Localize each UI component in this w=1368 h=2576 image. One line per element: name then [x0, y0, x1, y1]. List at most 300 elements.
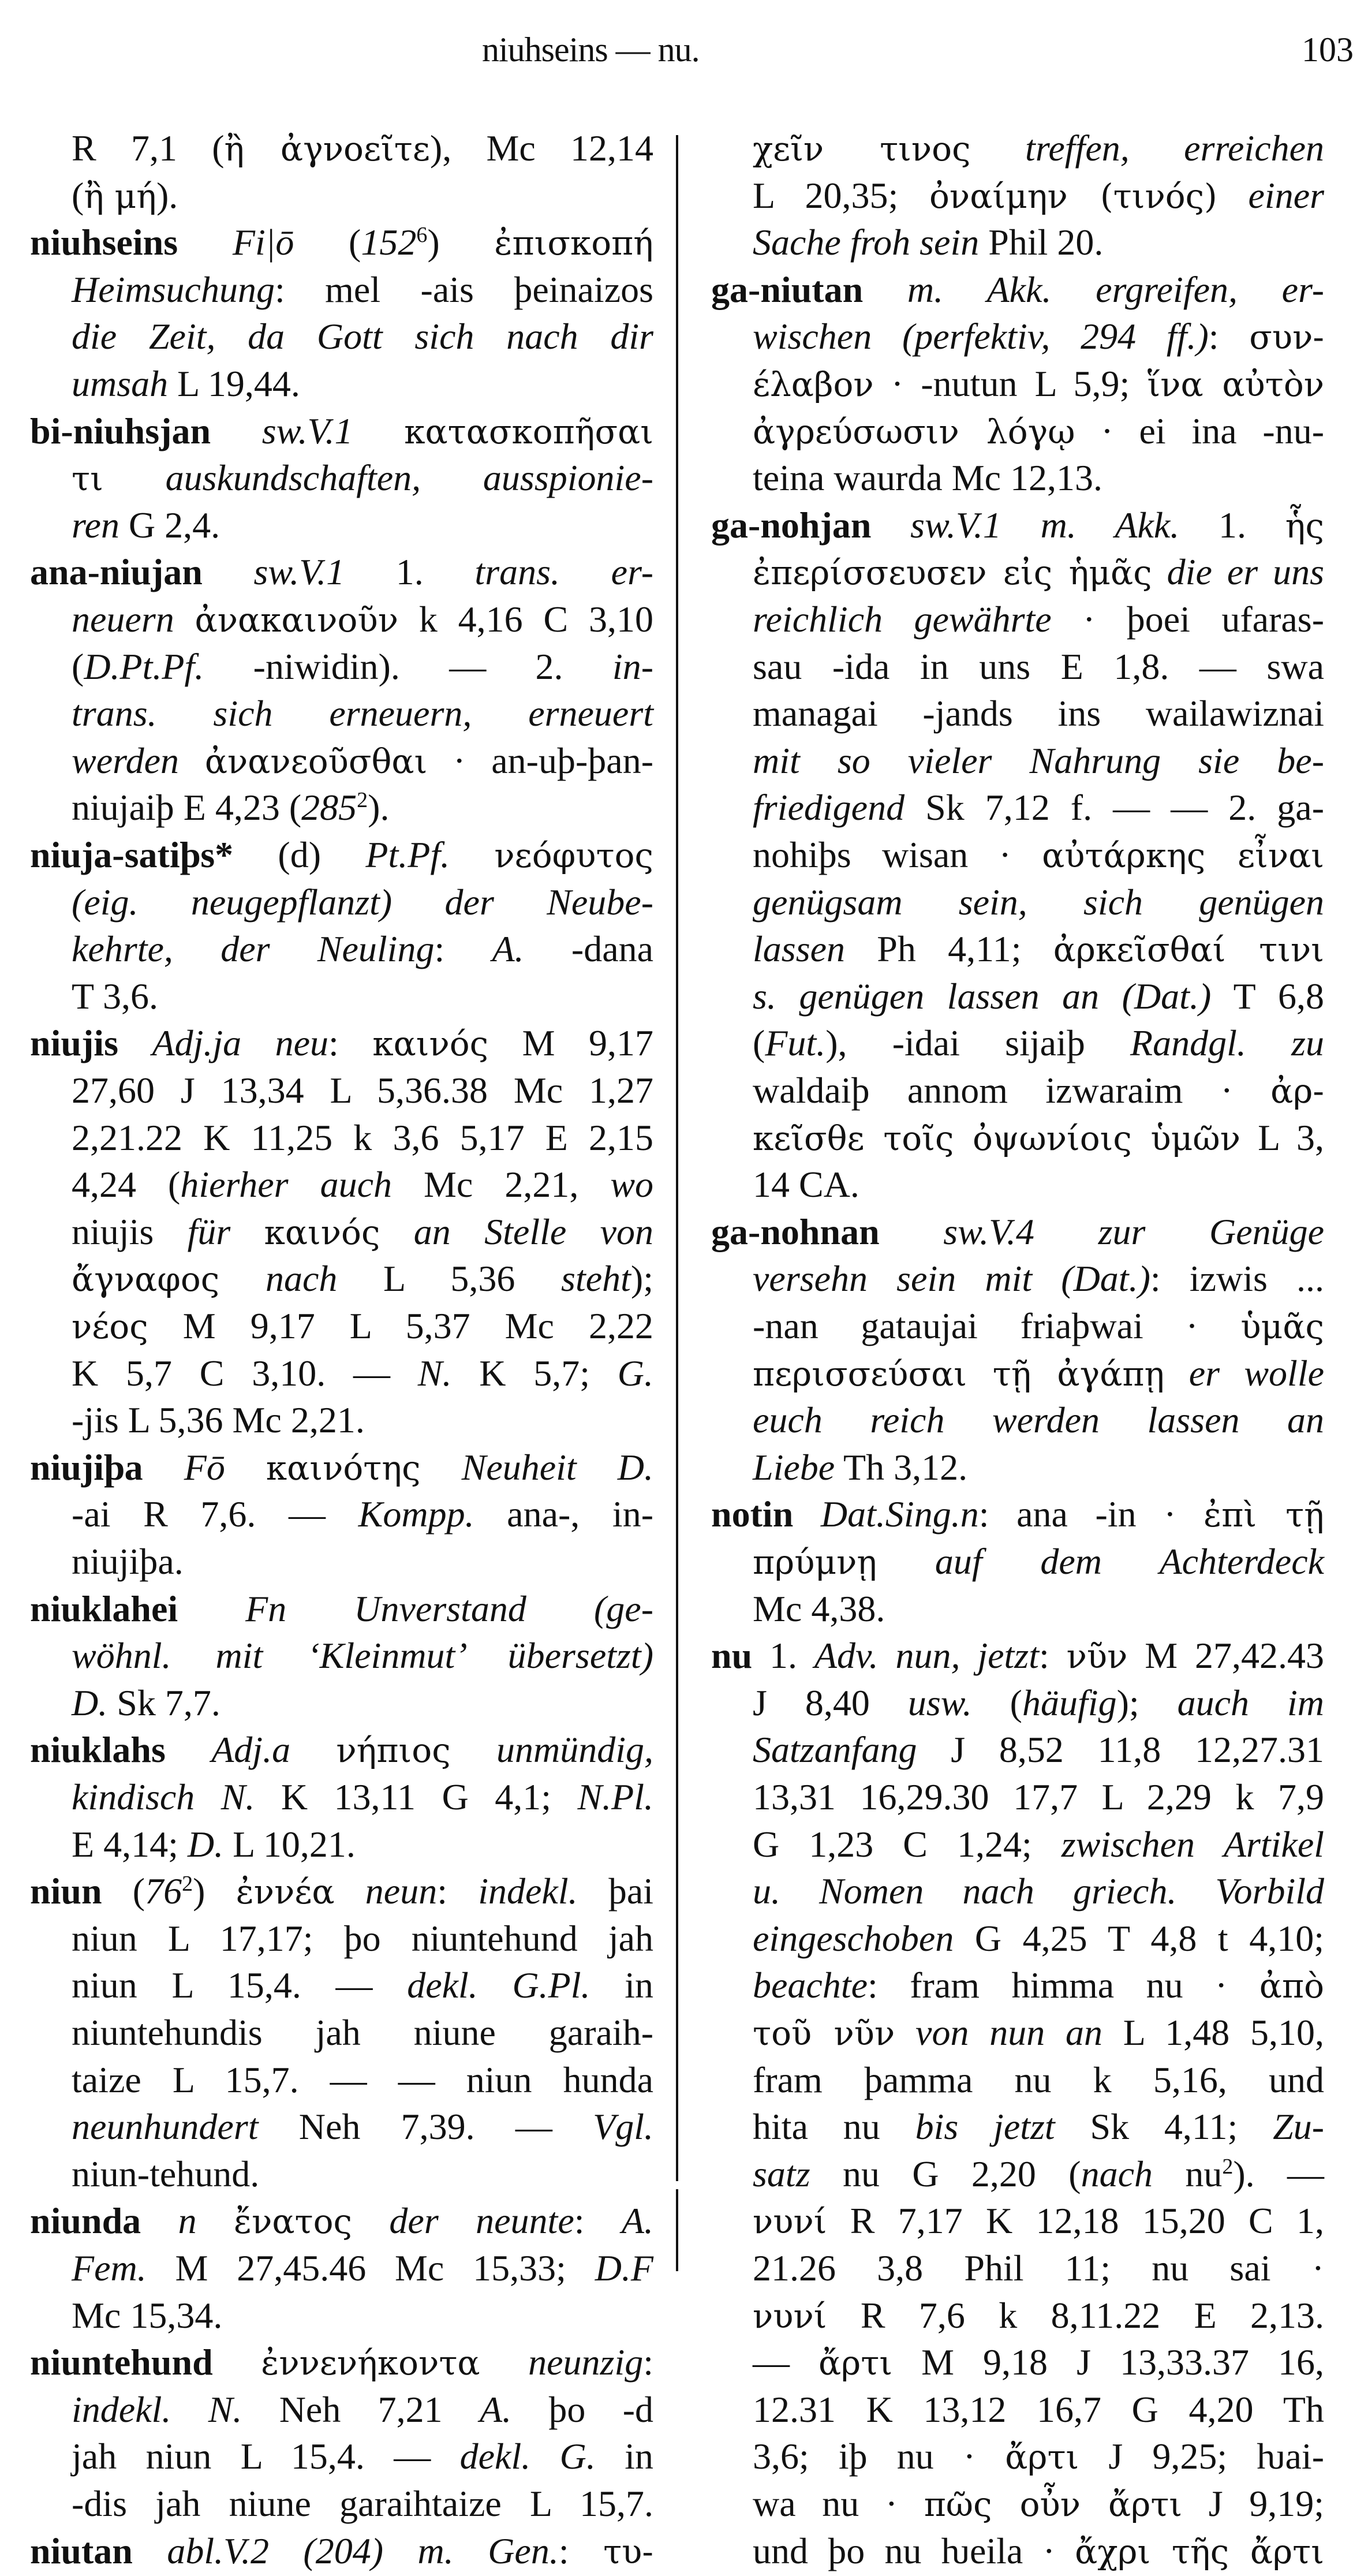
headword: niuhseins	[30, 222, 178, 263]
text-run: ). —	[1233, 2153, 1324, 2194]
entry-line	[72, 1914, 653, 1962]
entry-line	[753, 1537, 1324, 1585]
entry-line	[753, 1114, 1324, 1162]
entry-line	[753, 1867, 1324, 1915]
italic-gloss: trans. er-	[474, 551, 654, 593]
entry-line	[753, 2338, 1324, 2386]
greek-text: καινότης	[266, 1448, 421, 1488]
text-run: :	[574, 2200, 622, 2242]
italic-gloss: m. Akk. ergreifen, er-	[907, 268, 1325, 310]
italic-gloss: A.	[621, 2200, 654, 2242]
text-run: niujiþa.	[72, 1541, 184, 1582]
text-run: M 9,17 L 5,37 Mc 2,22	[148, 1305, 653, 1346]
entry-line	[72, 2291, 653, 2339]
entry-line	[72, 643, 653, 690]
text-run	[290, 1729, 336, 1770]
italic-gloss: neunzig	[528, 2342, 644, 2383]
text-run: T 3,6.	[72, 975, 158, 1017]
italic-gloss: neuern	[72, 599, 174, 640]
greek-text: πρύμνῃ	[753, 1543, 877, 1582]
text-run: (	[294, 222, 361, 263]
text-run	[353, 410, 404, 451]
italic-gloss: sw.V.1	[253, 551, 345, 593]
entry-line	[72, 737, 653, 785]
entry-line	[753, 831, 1324, 879]
entry-line	[72, 925, 653, 973]
italic-gloss: er wolle	[1188, 1352, 1325, 1394]
text-run	[451, 1729, 496, 1770]
text-run	[143, 1447, 184, 1488]
text-run	[118, 1022, 152, 1063]
text-run	[166, 1729, 211, 1770]
italic-gloss: Fō	[184, 1446, 225, 1488]
text-run: L 1,48 5,10,	[1102, 2012, 1325, 2053]
italic-gloss: s. genügen lassen an (Dat.)	[753, 975, 1212, 1017]
entry-line	[753, 1396, 1324, 1444]
text-run: (	[102, 1871, 145, 1912]
entry-headline	[711, 1632, 1324, 1679]
text-run	[450, 834, 494, 875]
entry-line	[753, 925, 1324, 973]
italic-gloss: genügsam sein, sich genügen	[753, 881, 1324, 923]
text-run: 21.26 3,8 Phil 11; nu sai ·	[753, 2248, 1324, 2288]
text-run: niun L 15,4. —	[72, 1965, 408, 2006]
entry-line	[753, 1019, 1324, 1067]
text-run	[174, 599, 195, 640]
text-run	[352, 2200, 389, 2241]
text-run: Ph 4,11;	[845, 928, 1053, 970]
entry-headline	[30, 1019, 653, 1067]
entry-line	[753, 2008, 1324, 2056]
headword: ga-nohjan	[711, 504, 872, 546]
text-run: 13,31 16,29.30 17,7 L 2,29 k 7,9	[753, 1776, 1324, 1817]
entry-line	[72, 1773, 653, 1821]
text-run	[178, 222, 233, 263]
text-run: managai -jands ins wailawiznai	[753, 693, 1324, 734]
text-run: R 7,17 K 12,18 15,20 C 1,	[827, 2200, 1324, 2242]
text-run: Mc 15,34.	[72, 2294, 223, 2336]
greek-text: νυνί	[753, 2296, 827, 2336]
text-run: E 4,14;	[72, 1823, 188, 1865]
italic-gloss: N.Pl.	[577, 1776, 653, 1817]
italic-gloss: sw.V.4 zur Genüge	[943, 1211, 1324, 1252]
entry-line	[753, 2103, 1324, 2151]
entry-headline	[30, 1585, 653, 1633]
text-run: niun L 17,17; þo niuntehund jah	[72, 1917, 653, 1959]
entry-line	[753, 1255, 1324, 1302]
greek-text: ἢ ἀγνοεῖτε	[224, 129, 430, 169]
text-run: K 5,7 C 3,10. —	[72, 1352, 418, 1394]
entry-line	[72, 2432, 653, 2480]
greek-text: ἄρτι	[818, 2343, 893, 2383]
text-run	[178, 1588, 245, 1629]
entry-line	[753, 737, 1324, 785]
italic-gloss: satz	[753, 2153, 810, 2194]
italic-gloss: Randgl. zu	[1130, 1022, 1325, 1064]
italic-gloss: dekl. G.Pl.	[407, 1965, 590, 2006]
entry-line	[753, 1914, 1324, 1962]
entry-line	[72, 312, 653, 360]
column-divider-gap	[674, 2181, 680, 2189]
italic-gloss: umsah	[72, 363, 169, 404]
entry-headline	[30, 1867, 653, 1915]
entry-line	[72, 1820, 653, 1868]
italic-gloss: Pt.Pf.	[365, 834, 450, 875]
text-run	[133, 2530, 167, 2571]
text-run: )	[193, 1871, 236, 1912]
entry-line	[72, 2244, 653, 2292]
entry-line	[72, 1632, 653, 1679]
text-run: in	[590, 1965, 653, 2006]
entry-line	[72, 689, 653, 737]
greek-text: κατασκοπῆσαι	[404, 412, 653, 451]
headword: niuklahs	[30, 1729, 166, 1771]
entry-line	[72, 2103, 653, 2151]
text-run: );	[630, 1258, 653, 1300]
text-run: fram þamma nu k 5,16, und	[753, 2059, 1324, 2100]
entry-line	[72, 360, 653, 408]
italic-gloss: 76	[145, 1871, 182, 1912]
text-run: G 2,4.	[119, 504, 220, 546]
greek-text: τι	[72, 459, 103, 499]
entry-headline	[711, 1208, 1324, 1256]
greek-text: ἀγρεύσωσιν λόγῳ	[753, 412, 1075, 451]
italic-gloss: bis jetzt	[915, 2106, 1055, 2148]
text-run: ana-, in-	[474, 1494, 654, 1535]
entry-line	[753, 2150, 1324, 2198]
text-run: in	[595, 2436, 654, 2477]
italic-gloss: sw.V.1 m. Akk.	[910, 504, 1180, 546]
italic-gloss: auskundschaften, ausspionie-	[165, 457, 654, 499]
text-run: niujaiþ E 4,23 (	[72, 787, 302, 828]
greek-text: νυνί	[753, 2202, 827, 2242]
entry-line	[753, 1443, 1324, 1491]
entry-line	[753, 171, 1324, 219]
italic-gloss: sw.V.1	[261, 410, 353, 451]
entry-headline	[30, 831, 653, 879]
greek-text: νήπιος	[336, 1731, 451, 1771]
italic-gloss: Zu-	[1273, 2106, 1324, 2148]
italic-gloss: einer	[1248, 174, 1325, 216]
greek-text: νεόφυτος	[494, 836, 653, 875]
entry-line	[753, 1160, 1324, 1208]
entry-line	[72, 1066, 653, 1114]
text-run: M 27,42.43	[1127, 1635, 1325, 1677]
entry-line	[753, 407, 1324, 455]
text-run: -dana	[524, 928, 653, 970]
text-run: : mel -ais þeinaizos	[274, 268, 653, 310]
italic-gloss: Liebe	[753, 1446, 835, 1488]
text-run: G 4,25 T 4,8 t 4,10;	[954, 1917, 1324, 1959]
entry-line	[72, 124, 653, 172]
text-run: -ai R 7,6. —	[72, 1494, 358, 1535]
italic-gloss: wo	[610, 1164, 654, 1205]
greek-text: αὐτάρκης εἶναι	[1042, 836, 1325, 875]
text-run: niuntehundis jah niune garaih-	[72, 2012, 653, 2053]
entry-line	[72, 1208, 653, 1256]
text-run: nohiþs wisan ·	[753, 834, 1042, 875]
entry-line	[72, 783, 653, 831]
italic-gloss: euch reich werden lassen an	[753, 1399, 1324, 1441]
entry-line	[753, 1679, 1324, 1727]
text-run: R 7,6 k 8,11.22 E 2,13.	[827, 2294, 1324, 2336]
entry-line	[72, 595, 653, 643]
superscript: 2	[357, 788, 368, 813]
italic-gloss: steht	[561, 1258, 631, 1300]
text-run	[877, 1541, 935, 1582]
headword: niujiþa	[30, 1446, 143, 1488]
italic-gloss: D.	[72, 1682, 108, 1723]
italic-gloss: wöhnl. mit ‘Kleinmut’ übersetzt)	[72, 1635, 653, 1677]
entry-line	[753, 1820, 1324, 1868]
greek-text: έλαβον	[753, 365, 874, 404]
text-run: 1.	[752, 1635, 814, 1677]
greek-text: ἔνατος	[233, 2202, 353, 2242]
text-run: 4,24 (	[72, 1164, 181, 1205]
text-run: L 19,44.	[168, 363, 300, 404]
headword: ana-niujan	[30, 551, 203, 593]
entry-line	[753, 2291, 1324, 2339]
italic-gloss: Fi|ō	[232, 222, 294, 263]
entry-line	[72, 1160, 653, 1208]
text-run: : izwis ...	[1150, 1258, 1325, 1300]
italic-gloss: zwischen Artikel	[1061, 1823, 1325, 1865]
running-head-title: niuhseins — nu.	[482, 31, 700, 69]
headword: notin	[711, 1494, 794, 1535]
greek-text: ἀνανεοῦσθαι	[204, 741, 428, 781]
text-run: 2,21.22 K 11,25 k 3,6 5,17 E 2,15	[72, 1117, 653, 1158]
text-run: -nan gataujai friaþwai ·	[753, 1305, 1241, 1346]
text-run: Mc 2,21,	[392, 1164, 611, 1205]
text-run: : ana -in ·	[978, 1494, 1204, 1535]
headword: niuntehund	[30, 2342, 213, 2383]
greek-text: τοῦ νῦν	[753, 2014, 895, 2053]
running-head	[0, 30, 1368, 76]
italic-gloss: abl.V.2 (204) m. Gen.	[167, 2530, 559, 2571]
text-run: J 9,25; ƕai-	[1079, 2436, 1325, 2477]
text-run: þai	[577, 1871, 654, 1912]
text-run	[103, 457, 166, 498]
entry-line	[753, 1585, 1324, 1633]
text-run: Phil 20.	[979, 222, 1104, 263]
text-run: :	[328, 1022, 373, 1064]
entry-line	[753, 124, 1324, 172]
superscript: 2	[182, 1872, 193, 1896]
text-run	[880, 1211, 944, 1252]
text-run: Neh 7,21	[242, 2388, 480, 2430]
greek-text: ἄρτι	[1005, 2437, 1079, 2477]
entry-line	[72, 1537, 653, 1585]
text-run: ), -idai sijaiþ	[825, 1022, 1131, 1064]
italic-gloss: trans. sich erneuern, erneuert	[72, 693, 653, 734]
greek-text: ἵνα αὐτὸν	[1147, 365, 1325, 404]
greek-text: τυ-	[603, 2532, 654, 2571]
text-run: K 13,11 G 4,1;	[255, 1776, 578, 1817]
entry-line	[753, 689, 1324, 737]
italic-gloss: 152	[361, 222, 417, 263]
headword: ga-nohnan	[711, 1211, 880, 1252]
text-run: :	[434, 928, 492, 970]
entry-headline	[30, 548, 653, 596]
entry-line	[72, 266, 653, 313]
text-run	[203, 551, 254, 592]
text-run: jah niun L 15,4. —	[72, 2436, 460, 2477]
entry-line	[753, 454, 1324, 502]
italic-gloss: A.	[492, 928, 524, 970]
text-run	[863, 269, 907, 310]
text-run	[213, 2342, 261, 2383]
text-run: niujis	[72, 1211, 188, 1252]
entry-line	[72, 1679, 653, 1727]
entry-line	[72, 2056, 653, 2104]
entry-line	[753, 2385, 1324, 2433]
entry-line	[72, 1490, 653, 1538]
text-run: nu G 2,20 (	[810, 2153, 1081, 2194]
greek-text: ἐννέα	[236, 1872, 335, 1912]
italic-gloss: G.	[617, 1352, 654, 1394]
italic-gloss: n	[178, 2200, 197, 2242]
text-run	[971, 128, 1025, 169]
text-run: -jis L 5,36 Mc 2,21.	[72, 1399, 365, 1441]
italic-gloss: neunhundert	[72, 2106, 259, 2148]
greek-text: ἧς	[1285, 506, 1325, 546]
headword: niutan	[30, 2530, 133, 2571]
italic-gloss: auch im	[1177, 1682, 1325, 1723]
headword: niunda	[30, 2200, 141, 2242]
italic-gloss: treffen, erreichen	[1025, 128, 1325, 169]
column-divider	[676, 135, 678, 2271]
text-run: · þoei ufaras-	[1051, 599, 1324, 640]
italic-gloss: beachte	[753, 1965, 868, 2006]
greek-text: κεῖσθε τοῖς ὀψωνίοις ὑμῶν	[753, 1118, 1240, 1158]
text-run: Sk 7,7.	[107, 1682, 220, 1723]
italic-gloss: 285	[301, 787, 357, 828]
greek-text: πῶς οὖν ἄρτι	[924, 2485, 1183, 2524]
text-run	[225, 1447, 266, 1488]
entry-line	[753, 1349, 1324, 1397]
text-run	[335, 1871, 365, 1912]
italic-gloss: Neuheit D.	[461, 1446, 653, 1488]
italic-gloss: mit so vieler Nahrung sie be-	[753, 740, 1324, 781]
entry-headline	[30, 2197, 653, 2245]
text-run: );	[1116, 1682, 1178, 1723]
text-run: Mc 4,38.	[753, 1588, 885, 1629]
text-run: :	[643, 2342, 654, 2383]
text-run: T 6,8	[1211, 975, 1325, 1017]
text-run: ).	[368, 787, 390, 828]
italic-gloss: eingeschoben	[753, 1917, 954, 1959]
text-run: 27,60 J 13,34 L 5,36.38 Mc 1,27	[72, 1070, 653, 1111]
italic-gloss: Vgl.	[593, 2106, 653, 2148]
text-run: J 9,19;	[1182, 2483, 1325, 2524]
text-run: :	[1208, 316, 1250, 357]
greek-text: ἀνακαινοῦν	[195, 600, 398, 640]
greek-text: ἐπερίσσευσεν εἰς ἡμᾶς	[753, 553, 1152, 593]
italic-gloss: Kompp.	[358, 1494, 474, 1535]
text-run: (	[72, 174, 84, 216]
text-run: taize L 15,7. — — niun hunda	[72, 2059, 653, 2100]
entry-line	[753, 878, 1324, 926]
text-run: 3,6; iþ nu ·	[753, 2436, 1006, 2477]
text-run: nu	[1152, 2153, 1223, 2194]
text-run: :	[558, 2530, 604, 2571]
text-run: k 4,16 C 3,10	[398, 599, 653, 640]
text-run: · -nutun L 5,9;	[873, 363, 1148, 404]
entry-line	[72, 1302, 653, 1350]
text-run: und þo nu ƕeila ·	[753, 2530, 1075, 2571]
text-run: teina waurda Mc 12,13.	[753, 457, 1103, 499]
entry-line	[72, 2480, 653, 2528]
entry-headline	[30, 1726, 653, 1774]
entry-line	[753, 1961, 1324, 2009]
entry-line	[753, 2432, 1324, 2480]
entry-line	[753, 1302, 1324, 1350]
italic-gloss: häufig	[1022, 1682, 1117, 1723]
entry-line	[72, 2150, 653, 2198]
italic-gloss: an Stelle von	[413, 1211, 654, 1252]
entry-line	[753, 643, 1324, 690]
text-run: hita nu	[753, 2106, 915, 2148]
entry-headline	[711, 501, 1324, 549]
italic-gloss: u. Nomen nach griech. Vorbild	[753, 1871, 1324, 1912]
text-run: L 10,21.	[223, 1823, 356, 1865]
text-run: : fram himma nu ·	[868, 1965, 1259, 2006]
entry-line	[72, 1961, 653, 2009]
headword: niun	[30, 1871, 102, 1912]
text-run: sau -ida in uns E 1,8. — swa	[753, 645, 1324, 687]
italic-gloss: Adj.a	[211, 1729, 291, 1771]
text-run	[1217, 175, 1249, 216]
italic-gloss: werden	[72, 740, 180, 781]
text-run: J 8,52 11,8 12,27.31	[917, 1729, 1324, 1771]
italic-gloss: indekl. N.	[72, 2388, 242, 2430]
italic-gloss: Dat.Sing.n	[820, 1494, 979, 1535]
text-run: ).	[156, 174, 178, 216]
italic-gloss: indekl.	[478, 1871, 578, 1912]
italic-gloss: N.	[417, 1352, 452, 1394]
entry-line	[753, 783, 1324, 831]
greek-text: περισσεύσαι τῇ ἀγάπῃ	[753, 1354, 1165, 1394]
italic-gloss: nach	[265, 1258, 338, 1300]
greek-text: ἐννενήκοντα	[261, 2343, 480, 2383]
italic-gloss: D.	[187, 1823, 224, 1865]
entry-line	[72, 1349, 653, 1397]
entry-headline	[30, 1443, 653, 1491]
superscript: 6	[416, 223, 428, 248]
italic-gloss: neun	[365, 1871, 438, 1912]
text-run: L 5,36	[337, 1258, 562, 1300]
text-run: K 5,7;	[451, 1352, 618, 1394]
greek-text: ἄγναφος	[72, 1260, 220, 1300]
text-run: 1.	[1179, 504, 1285, 546]
text-run: · an-uþ-þan-	[427, 740, 654, 781]
text-run: Th 3,12.	[835, 1446, 968, 1488]
text-run	[380, 1211, 413, 1252]
entry-line	[753, 2197, 1324, 2245]
greek-text: χεῖν τινος	[753, 129, 971, 169]
greek-text: ἀρκεῖσθαί τινι	[1053, 930, 1324, 970]
italic-gloss: Heimsuchung	[72, 268, 275, 310]
greek-text: ἄχρι τῆς ἄρτι	[1075, 2532, 1325, 2571]
entry-line	[753, 595, 1324, 643]
italic-gloss: lassen	[753, 928, 845, 970]
entry-line	[753, 2527, 1324, 2575]
text-run: M 9,17	[488, 1022, 654, 1064]
entry-line	[753, 972, 1324, 1020]
text-run	[230, 1211, 264, 1252]
text-run: -dis jah niune garaihtaize L 15,7.	[72, 2483, 653, 2524]
greek-text: ὑμᾶς	[1240, 1307, 1324, 1346]
